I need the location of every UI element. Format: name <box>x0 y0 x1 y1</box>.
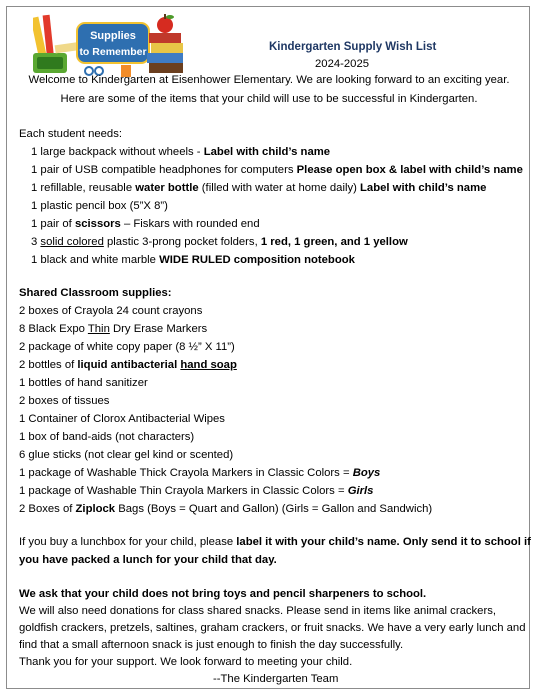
student-needs-heading: Each student needs: <box>19 128 123 140</box>
closing-line: We will also need donations for class shared snacks. Please send in items like animal crackers, <box>19 605 496 617</box>
intro-line-2: Here are some of the items that your child will use to be successful in Kindergarten. <box>60 93 478 105</box>
signature: --The Kindergarten Team <box>213 673 339 685</box>
intro-line-1: Welcome to Kindergarten at Eisenhower Elementary. We are looking forward to an exciting year. <box>28 74 510 86</box>
list-item: 6 glue sticks (not clear gel kind or scented) <box>19 449 234 461</box>
list-item: 2 boxes of tissues <box>19 395 110 407</box>
list-item: 8 Black Expo Thin Dry Erase Markers <box>19 323 208 335</box>
logo-text-line2: to Remember <box>79 46 147 58</box>
list-item: 1 bottles of hand sanitizer <box>19 377 148 389</box>
list-item: 1 box of band-aids (not characters) <box>19 431 195 443</box>
list-item: 1 black and white marble WIDE RULED composition notebook <box>31 254 355 266</box>
list-item: 2 bottles of liquid antibacterial hand soap <box>19 359 237 371</box>
supplies-logo <box>33 13 193 79</box>
list-item: 1 package of Washable Thick Crayola Markers in Classic Colors = Boys <box>19 467 381 479</box>
document-page <box>6 6 530 689</box>
logo-text-line1: Supplies <box>90 30 136 42</box>
list-item: 2 boxes of Crayola 24 count crayons <box>19 305 203 317</box>
list-item: 1 large backpack without wheels - Label with child’s name <box>31 146 331 158</box>
list-item: 1 Container of Clorox Antibacterial Wipes <box>19 413 225 425</box>
list-item: 1 package of Washable Thin Crayola Markers in Classic Colors = Girls <box>19 485 374 497</box>
list-item: 3 solid colored plastic 3-prong pocket folders, 1 red, 1 green, and 1 yellow <box>31 236 408 248</box>
lunch-note-line-1: If you buy a lunchbox for your child, please label it with your child’s name. Only send it to school if <box>19 536 531 548</box>
closing-line: Thank you for your support. We look forward to meeting your child. <box>19 656 353 668</box>
list-item: 1 pair of USB compatible headphones for computers Please open box & label with child’s name <box>31 164 523 176</box>
lunch-note-line-2: you have packed a lunch for your child that day. <box>19 554 277 566</box>
closing-line: find that a small afternoon snack is just enough to finish the day successfully. <box>19 639 404 651</box>
list-item: 1 pair of scissors – Fiskars with rounded end <box>31 218 260 230</box>
shared-supplies-heading: Shared Classroom supplies: <box>19 287 172 299</box>
list-item: 2 package of white copy paper (8 ½” X 11”) <box>19 341 235 353</box>
no-toys-note: We ask that your child does not bring toys and pencil sharpeners to school. <box>19 588 427 600</box>
school-year: 2024-2025 <box>315 58 370 70</box>
list-item: 2 Boxes of Ziplock Bags (Boys = Quart and Gallon) (Girls = Gallon and Sandwich) <box>19 503 433 515</box>
closing-line: goldfish crackers, pretzels, saltines, graham crackers, or fruit snacks. We have a very early lunch and <box>19 622 526 634</box>
list-item: 1 plastic pencil box (5”X 8”) <box>31 200 168 212</box>
page-title: Kindergarten Supply Wish List <box>269 41 437 53</box>
list-item: 1 refillable, reusable water bottle (filled with water at home daily) Label with child’s name <box>31 182 487 194</box>
